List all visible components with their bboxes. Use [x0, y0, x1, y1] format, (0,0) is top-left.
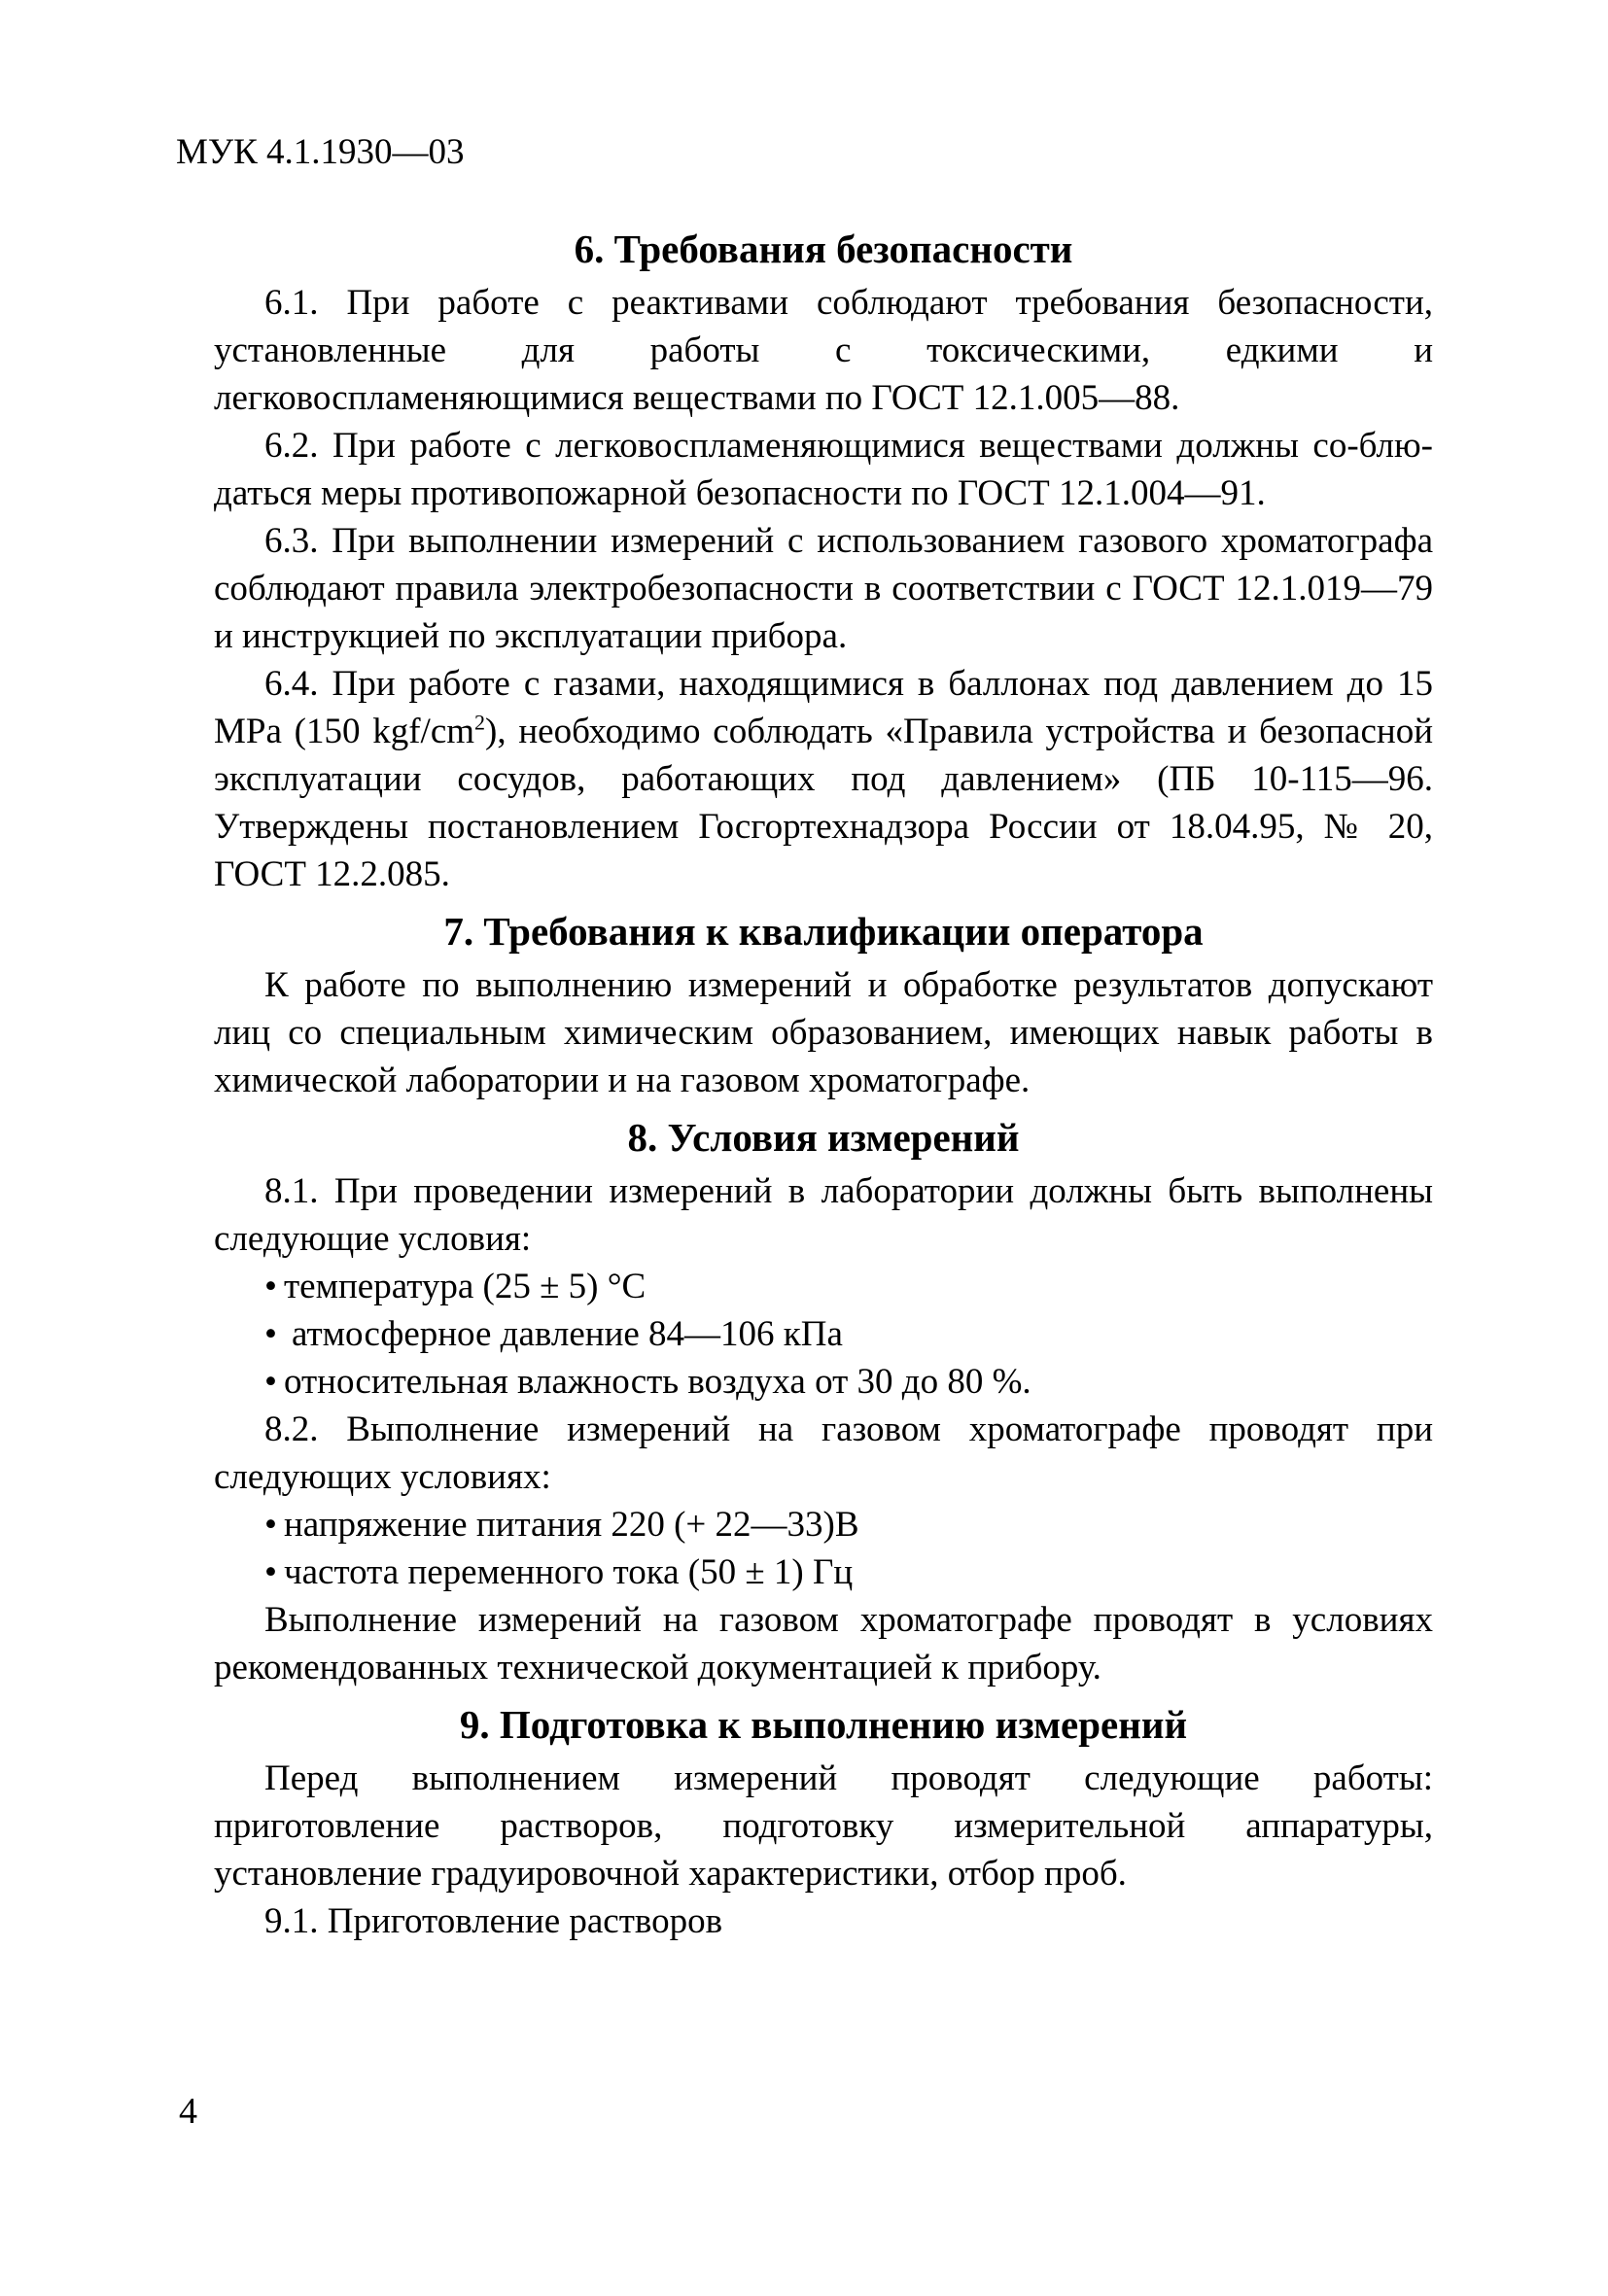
section-7-title: 7. Требования к квалификации оператора	[443, 909, 1204, 954]
bullet-item	[214, 1310, 1433, 1358]
page-body	[214, 226, 1433, 1945]
bullet-item	[214, 1358, 1433, 1406]
running-head: МУК 4.1.1930—03	[176, 132, 465, 172]
bullet-icon: •	[264, 1267, 277, 1306]
bullet-text: частота переменного тока (50 ± 1) Гц	[284, 1552, 854, 1592]
paragraph-9: Перед выполнением измерений проводят следующие работы: приготовление растворов, подготовку измерительной аппаратуры, установление градуировочной характеристики, отбор проб.	[214, 1758, 1433, 1894]
page-number: 4	[179, 2091, 197, 2132]
bullet-item	[214, 1548, 1433, 1596]
paragraph-6-4-part-b: ), необходимо соблюдать «Правила устройства и безопасной эксплуатации сосудов, работающих под давлением» (ПБ 10-115—96. Утверждены постановлением Госгортехнадзора России от 18.04.95, № 20, ГОСТ 12.2.085.	[214, 712, 1433, 894]
superscript: 2	[474, 710, 486, 735]
paragraph-6-1: 6.1. При работе с реактивами соблюдают требования безопасности, установленные для работы с токсическими, едкими и легковоспламеняющимися веществами по ГОСТ 12.1.005—88.	[214, 283, 1433, 418]
bullet-item	[214, 1263, 1433, 1310]
paragraph-8-2: 8.2. Выполнение измерений на газовом хроматографе проводят при следующих условиях:	[214, 1409, 1433, 1497]
paragraph-6-2: 6.2. При работе с легковоспламеняющимися веществами должны со-блю-даться меры противопожарной безопасности по ГОСТ 12.1.004—91.	[214, 426, 1433, 513]
paragraph-6-4	[214, 660, 1433, 898]
paragraph-6-4-part-a: 6.4. При работе с газами, находящимися в баллонах под давлением до 15 МРа (150 kgf/cm	[214, 664, 1433, 751]
paragraph-8-3: Выполнение измерений на газовом хроматографе проводят в условиях рекомендованных технической документацией к прибору.	[214, 1600, 1433, 1687]
bullet-icon: •	[264, 1314, 277, 1354]
paragraph-7: К работе по выполнению измерений и обработке результатов допускают лиц со специальным химическим образованием, имеющих навык работы в химической лаборатории и на газовом хроматографе.	[214, 965, 1433, 1100]
section-9-title: 9. Подготовка к выполнению измерений	[459, 1702, 1188, 1747]
bullet-icon: •	[264, 1362, 277, 1402]
section-6-title: 6. Требования безопасности	[574, 226, 1073, 271]
bullet-icon: •	[264, 1552, 277, 1592]
paragraph-9-1: 9.1. Приготовление растворов	[264, 1901, 723, 1941]
bullet-text: температура (25 ± 5) °С	[284, 1267, 647, 1306]
bullet-text: относительная влажность воздуха от 30 до 80 %.	[284, 1362, 1031, 1402]
bullet-text: напряжение питания 220 (+ 22—33)В	[284, 1505, 859, 1545]
bullet-text: атмосферное давление 84—106 кПа	[292, 1314, 843, 1354]
bullet-item	[214, 1501, 1433, 1548]
paragraph-8-1: 8.1. При проведении измерений в лаборатории должны быть выполнены следующие условия:	[214, 1171, 1433, 1259]
paragraph-6-3: 6.3. При выполнении измерений с использованием газового хроматографа соблюдают правила электробезопасности в соответствии с ГОСТ 12.1.019—79 и инструкцией по эксплуатации прибора.	[214, 521, 1433, 656]
bullet-icon: •	[264, 1505, 277, 1545]
section-8-title: 8. Условия измерений	[627, 1115, 1020, 1160]
